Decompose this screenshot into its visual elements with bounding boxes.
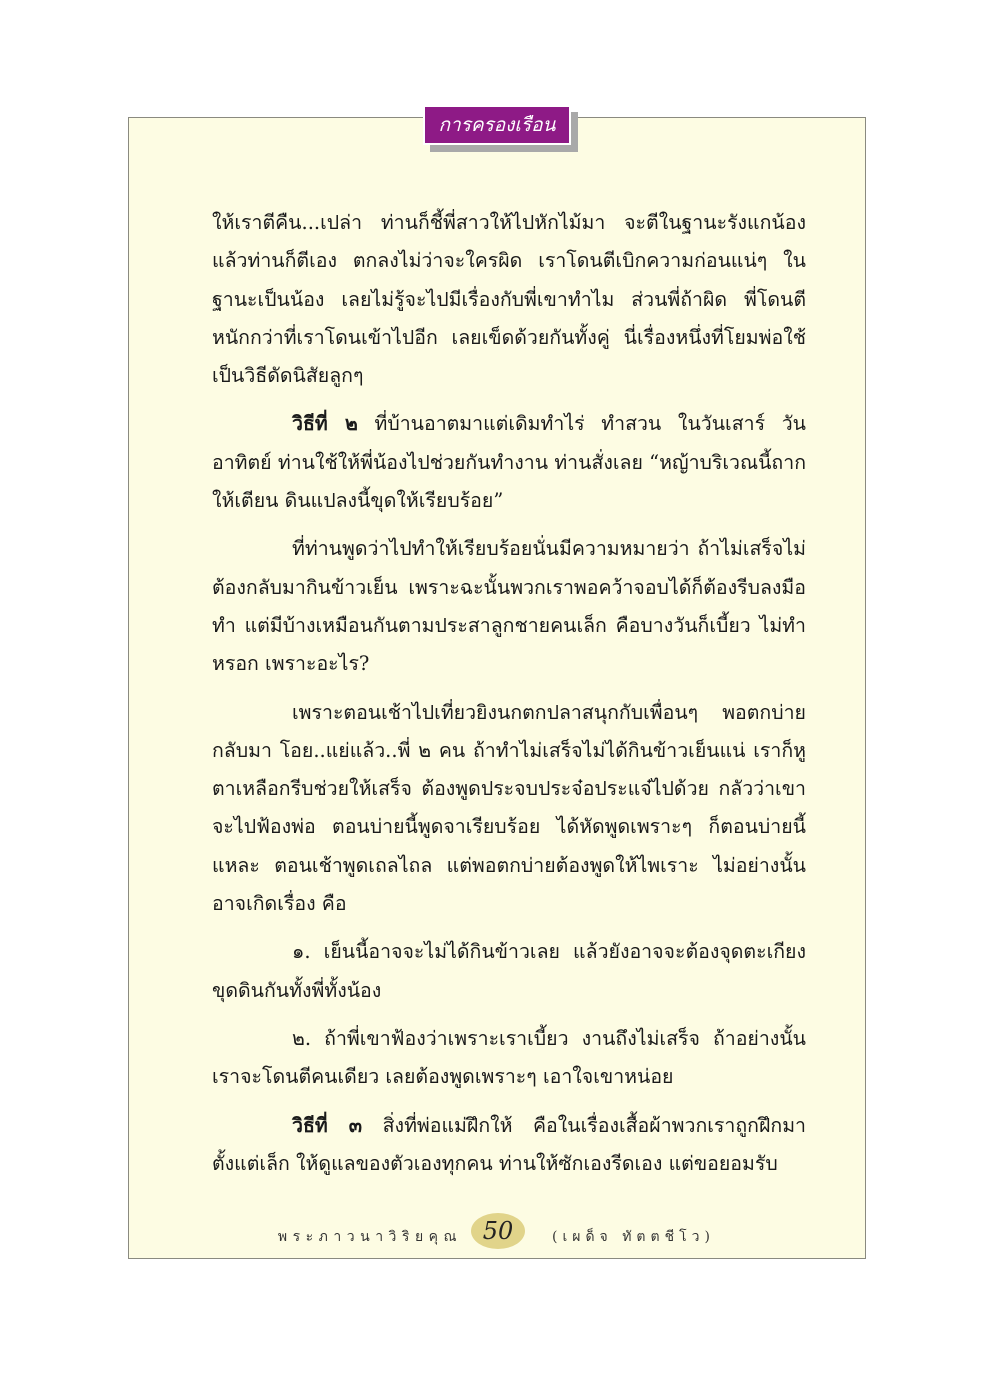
paragraph-6: ๒. ถ้าพี่เขาฟ้องว่าเพราะเราเบี้ยว งานถึงไม่เสร็จ ถ้าอย่างนั้น เราจะโดนตีคนเดียว เลยต้องพูดเพราะๆ เอาใจเขาหน่อย xyxy=(212,1026,806,1089)
paragraph-3: ที่ท่านพูดว่าไปทำให้เรียบร้อยนั่นมีความหมายว่า ถ้าไม่เสร็จไม่ต้องกลับมากินข้าวเย็น เพราะฉะนั้นพวกเราพอคว้าจอบได้ก็ต้องรีบลงมือทำ แต่มีบ้างเหมือนกันตามประสาลูกชายคนเล็ก คือบางวันก็เบี้ยว ไม่ทำหรอก เพราะอะไร? xyxy=(212,537,806,676)
footer-author: (เผด็จ ทัตตชีโว) xyxy=(552,1229,715,1245)
paragraph-4: เพราะตอนเช้าไปเที่ยวยิงนกตกปลาสนุกกับเพื่อนๆ พอตกบ่ายกลับมา โอย..แย่แล้ว..พี่ ๒ คน ถ้าทำไม่เสร็จไม่ได้กินข้าวเย็นแน่ เราก็หูตาเหลือกรีบช่วยให้เสร็จ ต้องพูดประจบประจ๋อประแจ๋ไปด้วย กลัวว่าเขาจะไปฟ้องพ่อ ตอนบ่ายนี้พูดจาเรียบร้อย ได้หัดพูดเพราะๆ ก็ตอนบ่ายนี้แหละ ตอนเช้าพูดเถลไถล แต่พอตกบ่ายต้องพูดให้ไพเราะ ไม่อย่างนั้นอาจเกิดเรื่อง คือ xyxy=(212,700,806,916)
paragraph-5: ๑. เย็นนี้อาจจะไม่ได้กินข้าวเลย แล้วยังอาจจะต้องจุดตะเกียงขุดดินกันทั้งพี่ทั้งน้อง xyxy=(212,940,806,1002)
chapter-header-tab: การครองเรือน xyxy=(423,105,571,145)
page-number: 50 xyxy=(482,1217,514,1245)
method-3-lead: วิธีที่ ๓ xyxy=(292,1113,363,1137)
paragraph-7-text: สิ่งที่พ่อแม่ฝึกให้ คือในเรื่องเสื้อผ้าพวกเราถูกฝึกมาตั้งแต่เล็ก ให้ดูแลของตัวเองทุกคน ท่านให้ซักเองรีดเอง แต่ขอยอมรับ xyxy=(212,1113,806,1175)
paragraph-1: ให้เราตีคืน...เปล่า ท่านก็ชี้พี่สาวให้ไปหักไม้มา จะตีในฐานะรังแกน้อง แล้วท่านก็ตีเอง ตกลงไม่ว่าจะใครผิด เราโดนตีเบิกความก่อนแน่ๆ ในฐานะเป็นน้อง เลยไม่รู้จะไปมีเรื่องกับพี่เขาทำไม ส่วนพี่ถ้าผิด พี่โดนตีหนักกว่าที่เราโดนเข้าไปอีก เลยเข็ดด้วยกันทั้งคู่ นี่เรื่องหนึ่งที่โยมพ่อใช้เป็นวิธีดัดนิสัยลูกๆ xyxy=(212,211,806,388)
paragraph-2-text: ที่บ้านอาตมาแต่เดิมทำไร่ ทำสวน ในวันเสาร์ วันอาทิตย์ ท่านใช้ให้พี่น้องไปช่วยกันทำงาน ท่านสั่งเลย “หญ้าบริเวณนี้ถากให้เตียน ดินแปลงนี้ขุดให้เรียบร้อย” xyxy=(212,412,806,513)
footer-book-title: พระภาวนาวิริยคุณ xyxy=(277,1229,462,1245)
body-text xyxy=(212,204,806,1183)
method-2-lead: วิธีที่ ๒ xyxy=(292,412,358,436)
paragraph-2 xyxy=(212,405,806,520)
paragraph-7 xyxy=(212,1107,806,1184)
